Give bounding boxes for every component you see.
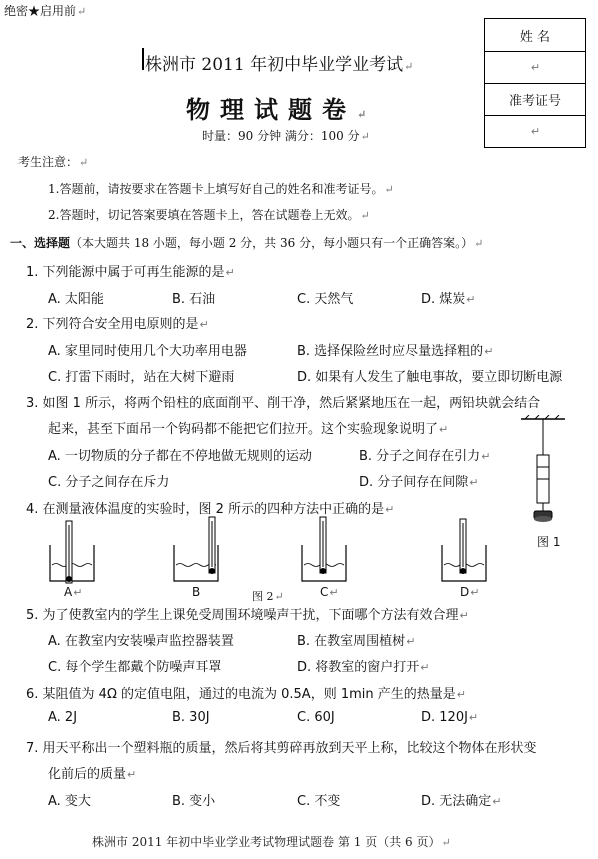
q2-option-a[interactable]: A. 家里同时使用几个大功率用电器 [48,344,247,359]
question-3-stem-line2: 起来，甚至下面吊一个钩码都不能把它们拉开。这个实验现象说明了↵ [48,422,449,437]
q3-option-d[interactable]: D. 分子间存在间隙↵ [359,475,479,490]
notice-heading: 考生注意：↵ [18,155,89,169]
beaker-b [172,515,222,587]
candidate-info-box [484,18,586,148]
q5-option-a[interactable]: A. 在教室内安装噪声监控器装置 [48,634,234,649]
question-3-stem-line1: 3. 如图 1 所示，将两个铅柱的底面削平、削干净，然后紧紧地压在一起，两铅块就会结合 [26,396,541,411]
q7-option-b[interactable]: B. 变小 [172,794,216,809]
beaker-d [440,515,490,587]
beaker-label-b: B [192,585,201,599]
time-score: 时量：90 分钟 满分：100 分↵ [202,129,370,143]
question-5-stem: 5. 为了使教室内的学生上课免受周围环境噪声干扰，下面哪个方法有效合理↵ [26,608,469,623]
question-4-stem: 4. 在测量液体温度的实验时，图 2 所示的四种方法中正确的是↵ [26,502,395,517]
q2-option-d[interactable]: D. 如果有人发生了触电事故，要立即切断电源 [297,370,563,385]
q6-option-b[interactable]: B. 30J [172,710,210,725]
page-footer: 株洲市 2011 年初中毕业学业考试物理试题卷 第 1 页（共 6 页）↵ [92,835,451,849]
q3-option-c[interactable]: C. 分子之间存在斥力 [48,475,170,490]
question-7-stem-line2: 化前后的质量↵ [48,767,137,782]
beaker-label-c: C↵ [320,585,339,599]
name-label: 姓 名 [519,29,551,45]
exam-id-field[interactable]: ↵ [530,124,541,138]
name-field[interactable]: ↵ [530,60,541,74]
notice-item-1: 1.答题前，请按要求在答题卡上填写好自己的姓名和准考证号。↵ [48,182,394,196]
q1-option-d[interactable]: D. 煤炭↵ [421,292,476,307]
figure-2-caption: 图 2↵ [252,590,284,603]
q6-option-d[interactable]: D. 120J↵ [421,710,479,725]
q3-option-b[interactable]: B. 分子之间存在引力↵ [359,449,491,464]
q7-option-d[interactable]: D. 无法确定↵ [421,794,502,809]
q3-option-a[interactable]: A. 一切物质的分子都在不停地做无规则的运动 [48,449,312,464]
q1-option-b[interactable]: B. 石油 [172,292,216,307]
q2-option-c[interactable]: C. 打雷下雨时，站在大树下避雨 [48,370,235,385]
q6-option-a[interactable]: A. 2J [48,710,78,725]
question-1-stem: 1. 下列能源中属于可再生能源的是↵ [26,265,235,280]
question-6-stem: 6. 某阻值为 4Ω 的定值电阻，通过的电流为 0.5A，则 1min 产生的热量是↵ [26,687,466,702]
secret-label: 绝密★启用前↵ [4,4,87,18]
q7-option-a[interactable]: A. 变大 [48,794,91,809]
q2-option-b[interactable]: B. 选择保险丝时应尽量选择粗的↵ [297,344,494,359]
question-7-stem-line1: 7. 用天平称出一个塑料瓶的质量，然后将其剪碎再放到天平上称，比较这个物体在形状变 [26,741,537,756]
exam-id-label: 准考证号 [508,93,561,109]
q5-option-b[interactable]: B. 在教室周围植树↵ [297,634,416,649]
paper-title: 物理试题卷↵ [186,95,367,124]
beaker-label-d: D↵ [460,585,480,599]
q7-option-c[interactable]: C. 不变 [297,794,341,809]
figure-1-caption: 图 1 [537,535,561,549]
q5-option-d[interactable]: D. 将教室的窗户打开↵ [297,660,430,675]
beaker-c [300,515,350,587]
beaker-label-a: A↵ [64,585,83,599]
q1-option-a[interactable]: A. 太阳能 [48,292,104,307]
q6-option-c[interactable]: C. 60J [297,710,335,725]
exam-title: 株洲市 2011 年初中毕业学业考试↵ [145,55,414,75]
section-heading: 一、选择题（本大题共 18 小题，每小题 2 分，共 36 分，每小题只有一个正确答案。）↵ [10,236,484,250]
notice-item-2: 2.答题时，切记答案要填在答题卡上，答在试题卷上无效。↵ [48,208,370,222]
q1-option-c[interactable]: C. 天然气 [297,292,354,307]
question-2-stem: 2. 下列符合安全用电原则的是↵ [26,317,209,332]
q5-option-c[interactable]: C. 每个学生都戴个防噪声耳罩 [48,660,222,675]
beaker-a [48,515,98,587]
